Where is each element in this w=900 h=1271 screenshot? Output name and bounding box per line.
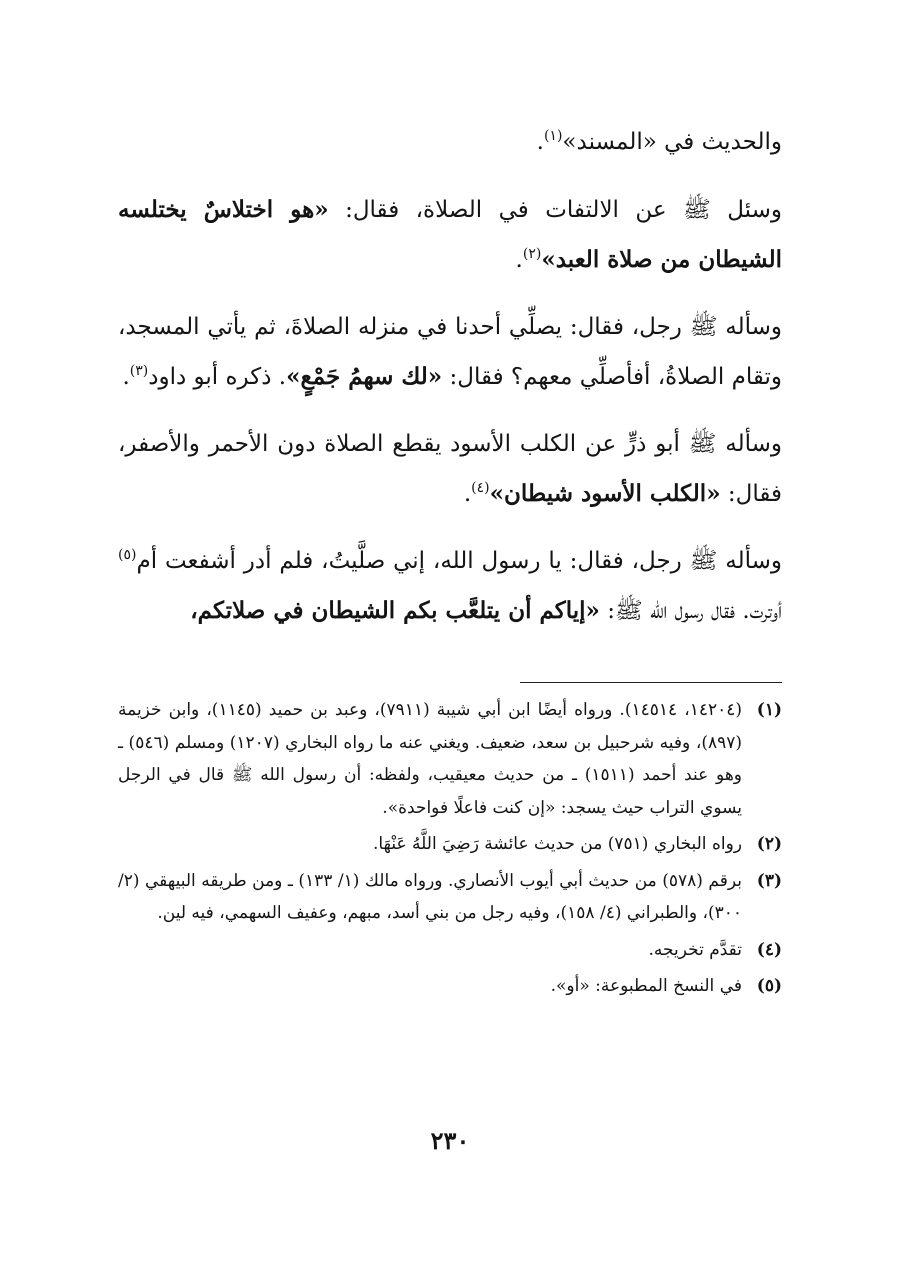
footnote-divider bbox=[520, 682, 782, 683]
paragraph-text: وسئل ﷺ عن الالتفات في الصلاة، فقال: bbox=[328, 197, 783, 223]
paragraph-text: والحديث في «المسند» bbox=[562, 129, 782, 155]
page-number: ٢٣٠ bbox=[430, 1126, 470, 1155]
paragraph-text: . bbox=[515, 247, 523, 273]
footnote-4 bbox=[118, 934, 782, 967]
paragraph-3 bbox=[118, 303, 782, 402]
footnote-text: رواه البخاري (٧٥١) من حديث عائشة رَضِيَ اللَّهُ عَنْهَا. bbox=[372, 834, 742, 854]
hadith-quote: «لك سهمُ جَمْعٍ» bbox=[286, 363, 443, 390]
paragraph-4 bbox=[118, 420, 782, 519]
footnote-number: (٢) bbox=[756, 834, 782, 854]
footnote-text: تقدَّم تخريجه. bbox=[648, 939, 742, 960]
footnote-2 bbox=[118, 828, 782, 861]
footnote-ref-2[interactable]: (٢) bbox=[522, 246, 542, 262]
footnote-number: (٣) bbox=[756, 870, 782, 891]
paragraph-text: وسأله ﷺ أبو ذرٍّ عن الكلب الأسود يقطع الصلاة دون الأحمر والأصفر، فقال: bbox=[118, 431, 782, 507]
footnote-number: (٤) bbox=[756, 939, 782, 960]
paragraph-text: أوترت. فقال رسول الله ﷺ: bbox=[599, 598, 782, 624]
footnote-number: (١) bbox=[756, 700, 782, 720]
hadith-quote: «الكلب الأسود شيطان» bbox=[489, 480, 721, 507]
footnote-number: (٥) bbox=[756, 976, 782, 996]
main-text bbox=[118, 118, 782, 654]
paragraph-2 bbox=[118, 185, 782, 285]
footnote-ref-4[interactable]: (٤) bbox=[471, 480, 490, 496]
footnote-ref-1[interactable]: (١) bbox=[543, 128, 563, 144]
footnote-text: في النسخ المطبوعة: «أو». bbox=[550, 976, 742, 996]
hadith-quote: «هو اختلاسٌ يختلسه الشيطان من صلاة العبد» bbox=[118, 196, 782, 273]
hadith-quote: «إياكم أن يتلعَّب بكم الشيطان في صلاتكم، bbox=[190, 597, 600, 624]
footnote-text: (١٤٢٠٤، ١٤٥١٤). ورواه أيضًا ابن أبي شيبة (٧٩١١)، وعبد بن حميد (١١٤٥)، وابن خزيمة (٨٩٧)، وفيه شرحبيل بن سعد، ضعيف. ويغني عنه ما رواه البخاري (١٢٠٧) ومسلم (٥٤٦) ـ وهو عند أحمد (١٥١١) ـ من حديث معيقيب، ولفظه: أن رسول الله ﷺ قال في الرجل يسوي التراب حيث يسجد: «إن كنت فاعلًا فواحدة». bbox=[118, 700, 743, 818]
footnote-ref-5[interactable]: (٥) bbox=[118, 547, 137, 563]
footnote-ref-3[interactable]: (٣) bbox=[129, 363, 149, 379]
paragraph-text: وسأله ﷺ رجل، فقال: يا رسول الله، إني صلَّيتُ، فلم أدر أشفعت أم bbox=[136, 548, 782, 574]
paragraph-text: . bbox=[536, 129, 544, 155]
paragraph-text: . bbox=[463, 481, 472, 507]
footnotes bbox=[118, 694, 782, 1007]
footnote-1 bbox=[118, 694, 782, 824]
footnote-text: برقم (٥٧٨) من حديث أبي أيوب الأنصاري. ورواه مالك (١/ ١٣٣) ـ ومن طريقه البيهقي (٢/ ٣٠٠)، والطبراني (٤/ ١٥٨)، وفيه رجل من بني أسد، مبهم، وعفيف السهمي، فيه لين. bbox=[118, 870, 742, 923]
footnote-5 bbox=[118, 970, 782, 1003]
paragraph-text: وسأله ﷺ رجل، فقال: يصلِّي أحدنا في منزله الصلاةَ، ثم يأتي المسجد، وتقام الصلاةُ، أفأصلِّي معهم؟ فقال: bbox=[118, 314, 782, 390]
paragraph-text: . ذكره أبو داود bbox=[148, 364, 287, 390]
paragraph-5 bbox=[118, 537, 782, 636]
footnote-3 bbox=[118, 865, 782, 930]
paragraph-text: . bbox=[122, 364, 130, 390]
paragraph-1 bbox=[118, 118, 782, 167]
